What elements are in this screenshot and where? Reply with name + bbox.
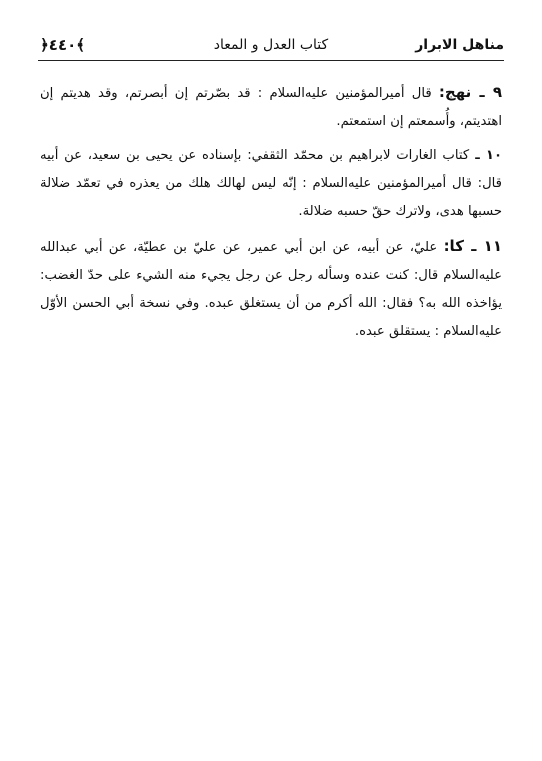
paragraph-11 [40, 232, 502, 346]
book-title: مناهل الابرار [415, 37, 504, 53]
paragraph-lead: ٩ ـ نهج: [438, 83, 502, 101]
paragraph-text: قال أميرالمؤمنين عليه‌السلام : قد بصّرتم إن أبصرتم، وقد هديتم إن اهتديتم، وأُسمعتم إن استمعتم. [40, 86, 502, 129]
paragraph-text: كتاب الغارات لابراهيم بن محمّد الثقفي: بإسناده عن يحيى بن سعيد، عن أبيه قال: قال أميرالمؤمنين عليه‌السلام : إنّه ليس لهالك هلك من يعذره في تعمّد ضلالة حسبها هدى، ولاترك حقّ حسبه ضلالة. [40, 148, 502, 219]
paragraph-9 [40, 78, 502, 136]
paragraph-text: عليّ، عن أبيه، عن ابن أبي عمير، عن عليّ بن عطيّة، عن أبي عبدالله عليه‌السلام قال: كنت عنده وسأله رجل عن رجل يجيء منه الشيء على حدّ الغضب: يؤاخذه الله به؟ فقال: الله أكرم من أن يستغلق عبده. وفي نسخة أبي الحسن الأوّل عليه‌السلام : يستقلق عبده. [40, 240, 502, 339]
paragraph-lead: ١٠ ـ [469, 148, 502, 163]
paragraph-10 [40, 142, 502, 226]
page-number: ﴿٤٤٠﴾ [40, 36, 86, 54]
paragraph-lead: ١١ ـ كا: [443, 237, 502, 255]
header-divider [38, 60, 504, 61]
page-header [38, 36, 504, 58]
chapter-title: كتاب العدل و المعاد [213, 37, 329, 53]
page-body [40, 78, 502, 352]
